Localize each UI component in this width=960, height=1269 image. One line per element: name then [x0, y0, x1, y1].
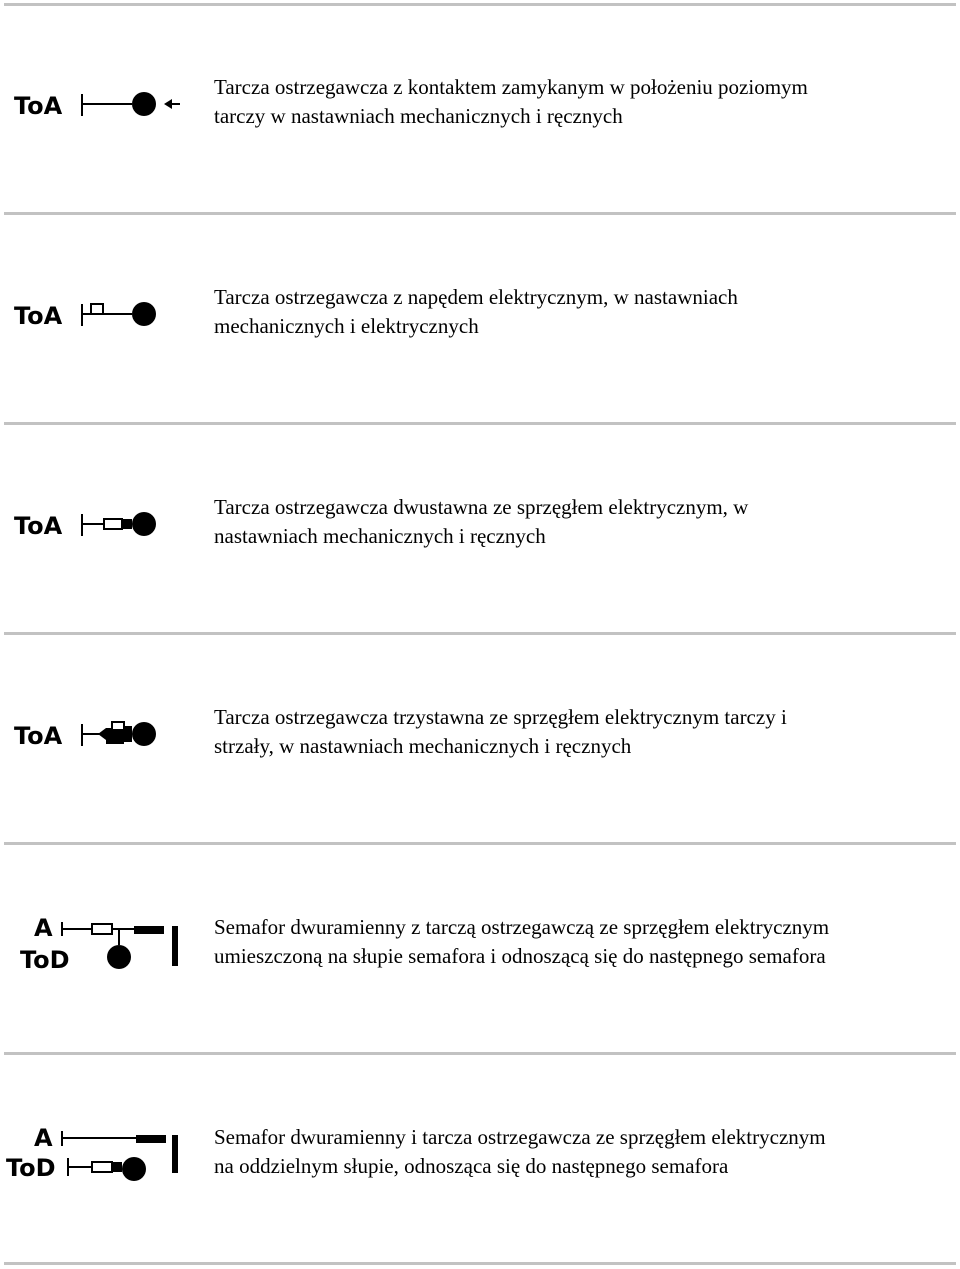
two-arm-semaphore-separate-post-icon [0, 1118, 200, 1188]
description-line: mechanicznych i elektrycznych [214, 314, 479, 338]
description-line: Tarcza ostrzegawcza dwustawna ze sprzęgłem elektrycznym, w [214, 495, 749, 519]
divider [4, 212, 956, 215]
divider [4, 1052, 956, 1055]
warning-disc-two-position-icon [0, 500, 200, 548]
warning-disc-three-position-icon [0, 710, 200, 758]
row-description [214, 493, 954, 551]
description-line: umieszczoną na słupie semafora i odnoszącą się do następnego semafora [214, 944, 826, 968]
row-description [214, 913, 954, 971]
divider [4, 422, 956, 425]
description-line: Semafor dwuramienny i tarcza ostrzegawcza ze sprzęgłem elektrycznym [214, 1125, 826, 1149]
description-line: Semafor dwuramienny z tarczą ostrzegawczą ze sprzęgłem elektrycznym [214, 915, 830, 939]
description-line: Tarcza ostrzegawcza z napędem elektrycznym, w nastawniach [214, 285, 738, 309]
symbol-label: ToA [14, 722, 63, 750]
description-line: tarczy w nastawniach mechanicznych i ręcznych [214, 104, 623, 128]
symbol-label: ToA [14, 92, 63, 120]
symbol-label-top: A [34, 1124, 53, 1152]
warning-disc-electric-drive-icon [0, 290, 200, 338]
warning-disc-contact-icon [0, 80, 200, 128]
symbol-label: ToA [14, 302, 63, 330]
divider-top [4, 3, 956, 6]
description-line: nastawniach mechanicznych i ręcznych [214, 524, 546, 548]
divider [4, 632, 956, 635]
description-line: Tarcza ostrzegawcza trzystawna ze sprzęgłem elektrycznym tarczy i [214, 705, 787, 729]
symbol-label: ToA [14, 512, 63, 540]
divider-bottom [4, 1262, 956, 1265]
divider [4, 842, 956, 845]
symbol-label-bottom: ToD [20, 946, 70, 974]
row-description [214, 73, 954, 131]
row-description [214, 703, 954, 761]
description-line: strzały, w nastawniach mechanicznych i ręcznych [214, 734, 632, 758]
symbol-label-top: A [34, 914, 53, 942]
row-description [214, 1123, 954, 1181]
symbol-label-bottom: ToD [6, 1154, 56, 1182]
description-line: na oddzielnym słupie, odnosząca się do następnego semafora [214, 1154, 729, 1178]
row-description [214, 283, 954, 341]
two-arm-semaphore-same-post-icon [0, 908, 200, 978]
description-line: Tarcza ostrzegawcza z kontaktem zamykanym w położeniu poziomym [214, 75, 808, 99]
